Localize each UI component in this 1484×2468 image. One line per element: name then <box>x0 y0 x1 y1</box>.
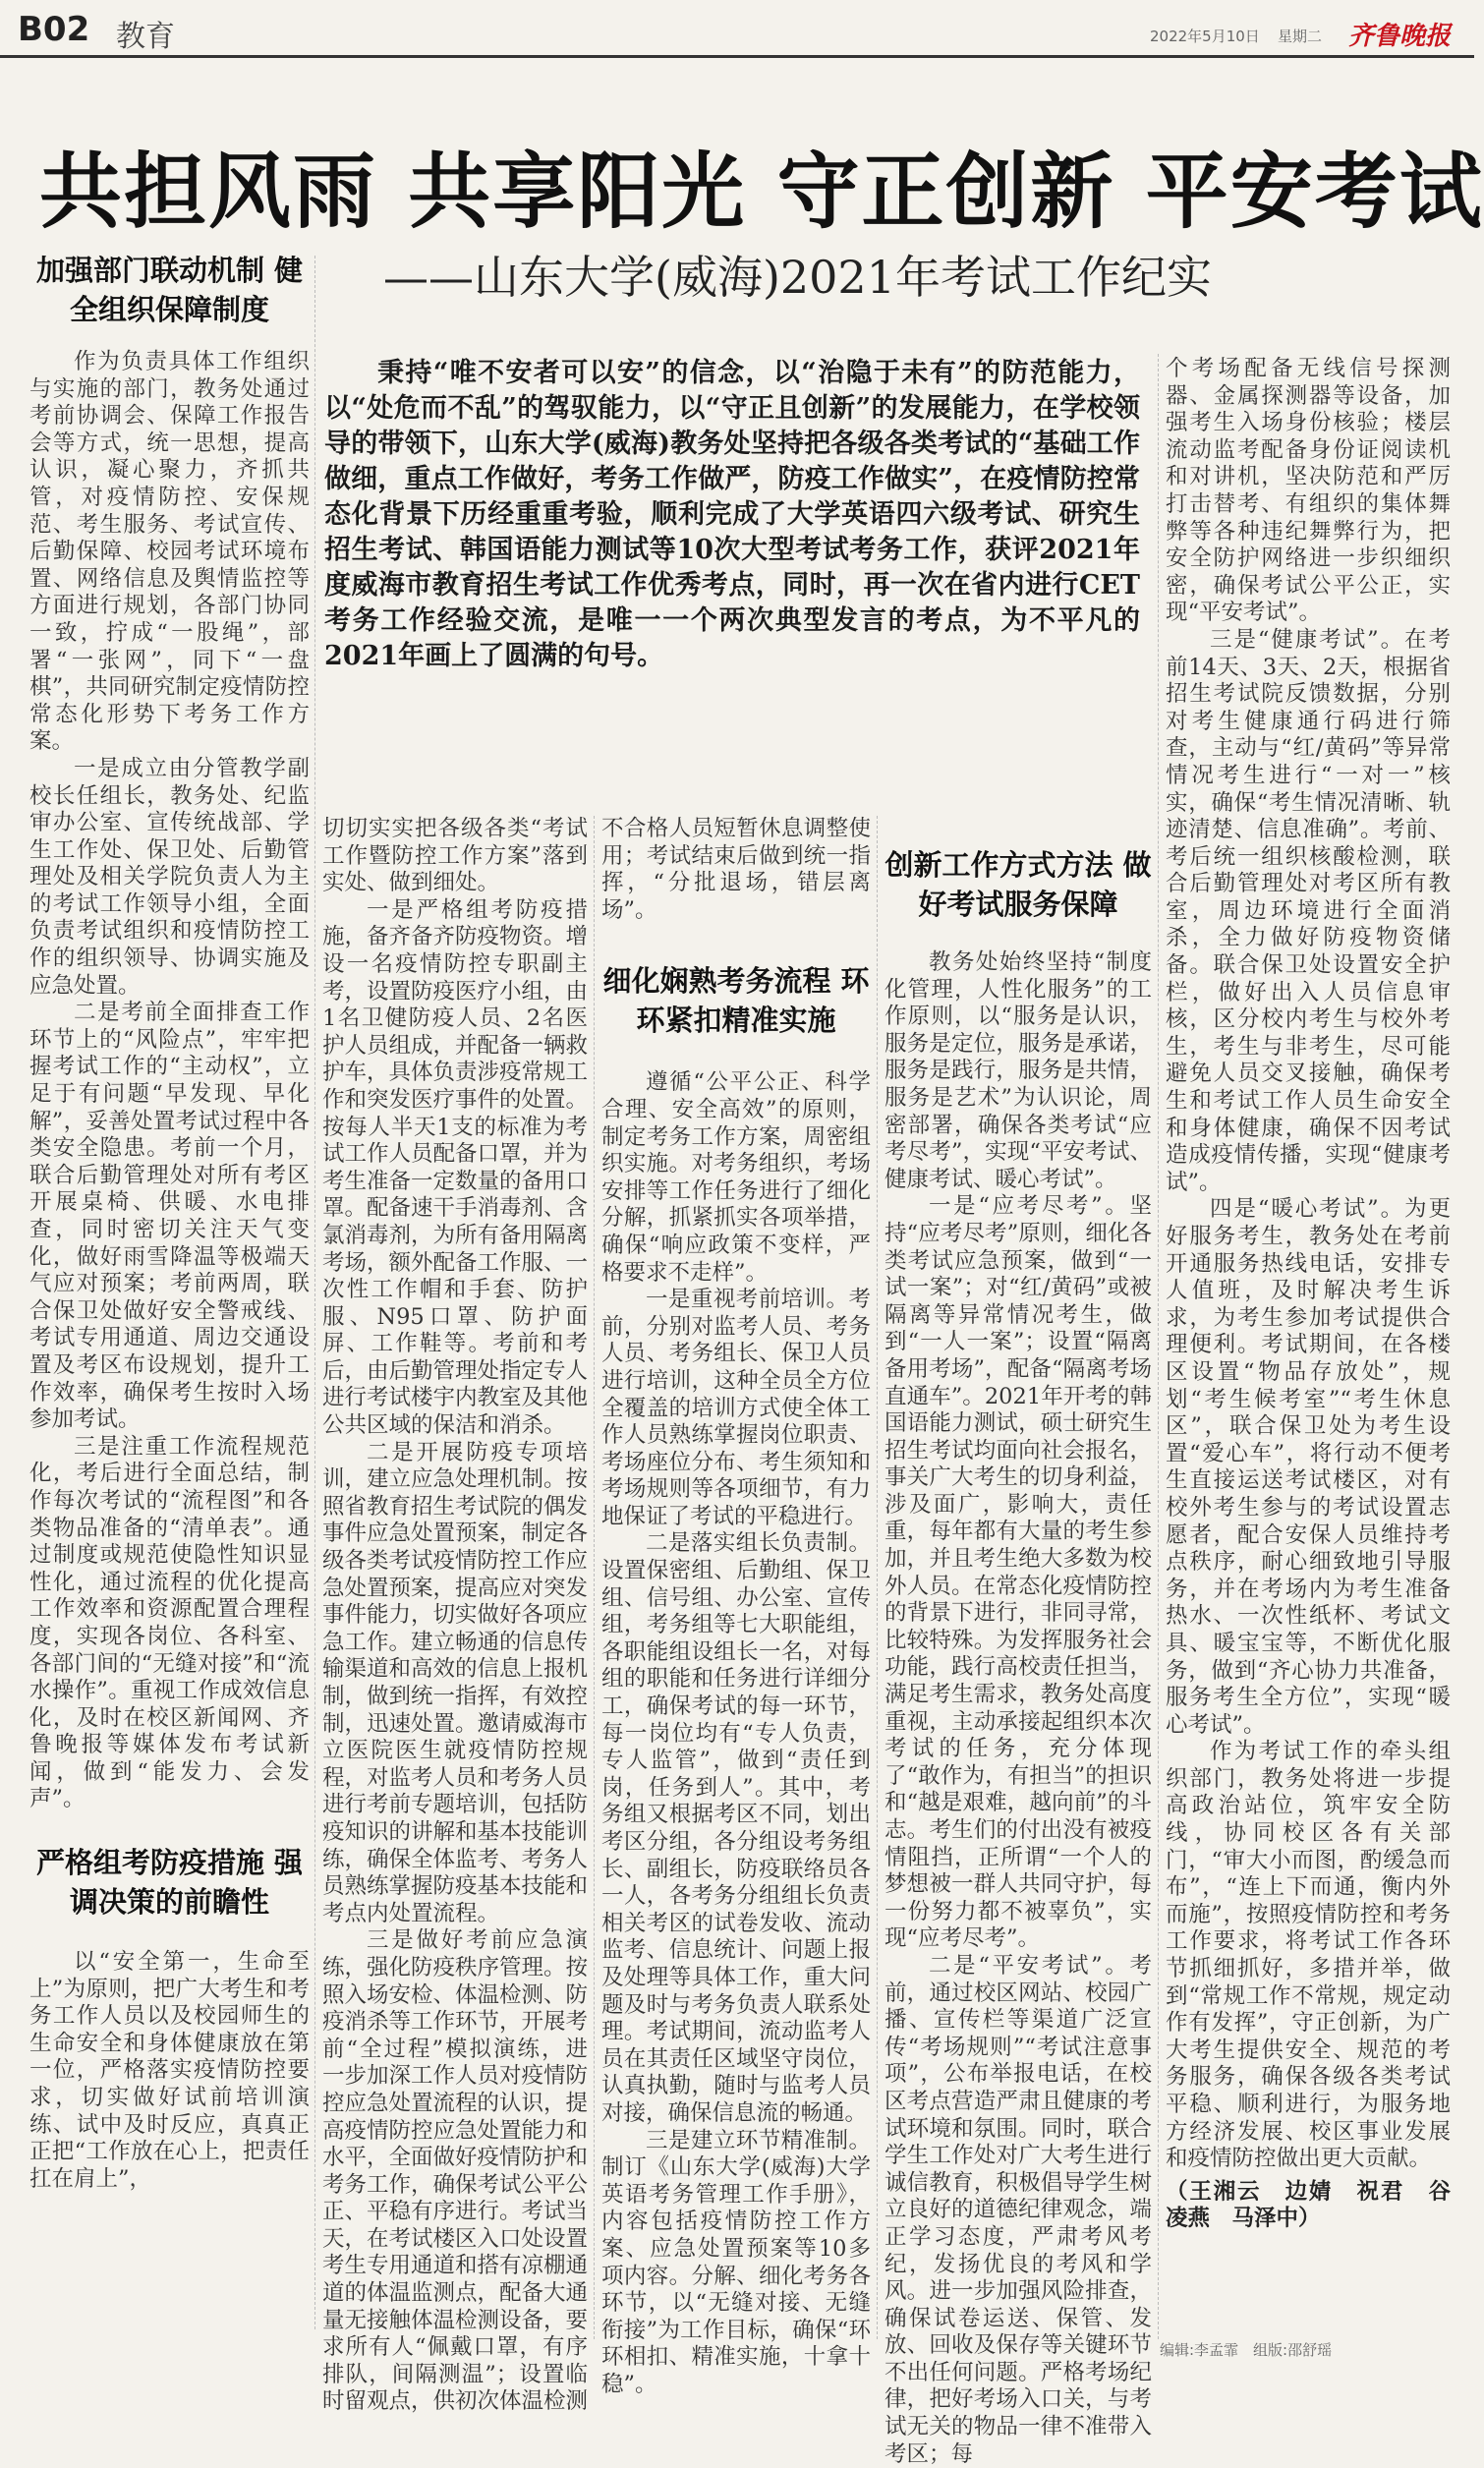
subheadline: ——山东大学(威海)2021年考试工作纪实 <box>383 251 1212 304</box>
column-divider <box>1158 354 1159 2339</box>
column-divider <box>314 256 315 2329</box>
subheading-2: 严格组考防疫措施 强调决策的前瞻性 <box>35 1846 304 1920</box>
paragraph: 切切实实把各级各类“考试工作暨防控工作方案”落到实处、做到细处。 <box>322 816 588 896</box>
page-header <box>0 0 1474 54</box>
paragraph: 一是重视考前培训。考前，分别对监考人员、考务人员、考务组长、保卫人员进行培训，这种全员全方位全覆盖的培训方式使全体工作人员熟练掌握岗位职责、考场座位分布、考生须知和考场规则等各项细节，有力地保证了考试的平稳进行。 <box>601 1287 871 1529</box>
author-byline: （王湘云 边婧 祝君 谷凌燕 马泽中） <box>1166 2178 1451 2232</box>
editor-credits: 编辑:李孟霏 组版:邵舒瑶 <box>1160 2341 1333 2359</box>
paragraph: 一是成立由分管教学副校长任组长，教务处、纪监审办公室、宣传统战部、学生工作处、保卫处、后勤管理处及相关学院负责人为主的考试工作领导小组，全面负责考试组织和疫情防控工作的组织领导、协调实施及应急处置。 <box>29 755 310 999</box>
issue-date: 2022年5月10日 <box>1150 28 1260 45</box>
page-number: B02 <box>18 10 90 49</box>
paragraph: 以“安全第一，生命至上”为原则，把广大考生和考务工作人员以及校园师生的生命安全和身体健康放在第一位，严格落实疫情防控要求，切实做好试前培训演练、试中及时反应，真真正正把“工作放在心上，把责任扛在肩上”， <box>29 1949 310 2192</box>
column-3 <box>601 816 871 2397</box>
issue-weekday: 星期二 <box>1278 28 1323 45</box>
paragraph: 三是注重工作流程规范化，考后进行全面总结，制作每次考试的“流程图”和各类物品准备的“清单表”。通过制度或规范使隐性知识显性化，通过流程的优化提高工作效率和资源配置合理程度，实现各岗位、各科室、各部门间的“无缝对接”和“流水操作”。重视工作成效信息化，及时在校区新闻网、齐鲁晚报等媒体发布考试新闻，做到“能发力、会发声”。 <box>29 1433 310 1812</box>
paragraph: 三是“健康考试”。在考前14天、3天、2天，根据省招生考试院反馈数据，分别对考生健康通行码进行筛查，主动与“红/黄码”等异常情况考生进行“一对一”核实，确保“考生情况清晰、轨迹清楚、信息准确”。考前、考后统一组织核酸检测，联合后勤管理处对考区所有教室，周边环境进行全面消杀，全力做好防疫物资储备。联合保卫处设置安全护栏，做好出入人员信息审核，区分校内考生与校外考生，考生与非考生，尽可能避免人员交叉接触，确保考生和考试工作人员生命安全和身体健康，确保不因考试造成疫情传播，实现“健康考试”。 <box>1166 626 1451 1195</box>
paragraph: 二是开展防疫专项培训，建立应急处理机制。按照省教育招生考试院的偶发事件应急处置预案，制定各级各类考试疫情防控工作应急处置预案，提高应对突发事件能力，切实做好各项应急工作。建立畅通的信息传输渠道和高效的信息上报机制，做到统一指挥，有效控制，迅速处置。邀请威海市立医院医生就疫情防控规程，对监考人员和考务人员进行考前专题培训，包括防疫知识的讲解和基本技能训练，确保全体监考、考务人员熟练掌握防疫基本技能和考点内处置流程。 <box>322 1439 589 1926</box>
column-4 <box>885 845 1152 2467</box>
paragraph: 三是建立环节精准制。制订《山东大学(威海)大学英语考务管理工作手册》，内容包括疫情防控工作方案、应急处置预案等10多项内容。分解、细化考务各环节，以“无缝对接、无缝衔接”为工作目标，确保“环环相扣、精准实施，十拿十稳”。 <box>601 2127 871 2397</box>
paragraph: 作为考试工作的牵头组织部门，教务处将进一步提高政治站位，筑牢安全防线，协同校区各有关部门，“审大小而图，酌缓急而布”，“连上下而通，衡内外而施”，按照疫情防控和考务工作要求，将考试工作各环节抓细抓好，多措并举，做到“常规工作不常规，规定动作有发挥”，守正创新，为广大考生提供安全、规范的考务服务，确保各级各类考试平稳、顺利进行，为服务地方经济发展、校区事业发展和疫情防控做出更大贡献。 <box>1166 1739 1451 2172</box>
paragraph: 二是落实组长负责制。设置保密组、后勤组、保卫组、信号组、办公室、宣传组，考务组等七大职能组，各职能组设组长一名，对每组的职能和任务进行详细分工，确保考试的每一环节，每一岗位均有“专人负责，专人监管”，做到“责任到岗，任务到人”。其中，考务组又根据考区不同，划出考区分组，各分组设考务组长、副组长，防疫联络员各一人，各考务分组组长负责相关考区的试卷发收、流动监考、信息统计、问题上报及处理等具体工作，重大问题及时与考务负责人联系处理。考试期间，流动监考人员在其责任区域坚守岗位，认真执勤，随时与监考人员对接，确保信息流的畅通。 <box>601 1530 871 2126</box>
paragraph: 四是“暖心考试”。为更好服务考生，教务处在考前开通服务热线电话，安排专人值班，及时解决考生诉求，为考生参加考试提供合理便利。考试期间，在各楼区设置“物品存放处”，规划“考生候考室”“考生休息区”，联合保卫处为考生设置“爱心车”，将行动不便考生直接运送考试楼区，对有校外考生参与的考试设置志愿者，配合安保人员维持考点秩序，耐心细致地引导服务，并在考场内为考生准备热水、一次性纸杯、考试文具、暖宝宝等，不断优化服务，做到“齐心协力共准备，服务考生全方位”，实现“暖心考试”。 <box>1166 1196 1451 1738</box>
column-5 <box>1166 356 1451 2331</box>
paragraph: 个考场配备无线信号探测器、金属探测器等设备，加强考生入场身份核验；楼层流动监考配备身份证阅读机和对讲机，坚决防范和严厉打击替考、有组织的集体舞弊等各种违纪舞弊行为，把安全防护网络进一步织细织密，确保考试公平公正，实现“平安考试”。 <box>1166 356 1451 626</box>
headline: 共担风雨 共享阳光 守正创新 平安考试 <box>39 143 1484 240</box>
column-divider <box>594 816 595 2339</box>
paragraph: 一是“应考尽考”。坚持“应考尽考”原则，细化各类考试应急预案，做到“一试一案”；对“红/黄码”或被隔离等异常情况考生，做到“一人一案”；设置“隔离备用考场”，配备“隔离考场直通车”。2021年开考的韩国语能力测试，硕士研究生招生考试均面向社会报名，事关广大考生的切身利益，涉及面广，影响大，责任重，每年都有大量的考生参加，并且考生绝大多数为校外人员。在常态化疫情防控的背景下进行，非同寻常，比较特殊。为发挥服务社会功能，践行高校责任担当，满足考生需求，教务处高度重视，主动承接起组织本次考试的任务，充分体现了“敢作为，有担当”的担识和“越是艰难，越向前”的斗志。考生们的付出没有被疫情阻挡，正所谓“一个人的梦想被一群人共同守护，每一份努力都不被辜负”，实现“应考尽考”。 <box>885 1193 1152 1952</box>
column-2 <box>322 816 589 2415</box>
subheading-1: 加强部门联动机制 健全组织保障制度 <box>35 254 304 326</box>
header-rule <box>0 55 1474 58</box>
paragraph: 一是严格组考防疫措施，备齐备齐防疫物资。增设一名疫情防控专职副主考，设置防疫医疗小组，由1名卫健防疫人员、2名医护人员组成，并配备一辆救护车，具体负责涉疫常规工作和突发医疗事件的处置。按每人半天1支的标准为考试工作人员配备口罩，并为考生准备一定数量的备用口罩。配备速干手消毒剂、含氯消毒剂，为所有备用隔离考场，额外配备工作服、一次性工作帽和手套、防护服、N95口罩、防护面屏、工作鞋等。考前和考后，由后勤管理处指定专人进行考试楼宇内教室及其他公共区域的保洁和消杀。 <box>322 896 589 1439</box>
paragraph: 不合格人员短暂休息调整使用；考试结束后做到统一指挥，“分批退场，错层离场”。 <box>601 816 871 923</box>
paragraph: 遵循“公平公正、科学合理、安全高效”的原则，制定考务工作方案，周密组织实施。对考务组织，考场安排等工作任务进行了细化分解，抓紧抓实各项举措，确保“响应政策不变样，严格要求不走样”。 <box>601 1069 871 1286</box>
paragraph: 二是考前全面排查工作环节上的“风险点”，牢牢把握考试工作的“主动权”，立足于有问题“早发现、早化解”，妥善处置考试过程中各类安全隐患。考前一个月，联合后勤管理处对所有考区开展桌椅、供暖、水电排查，同时密切关注天气变化，做好雨雪降温等极端天气应对预案；考前两周，联合保卫处做好安全警戒线、考试专用通道、周边交通设置及考区布设规划，提升工作效率，确保考生按时入场参加考试。 <box>29 1000 310 1433</box>
section-name: 教育 <box>116 20 175 54</box>
newspaper-logo: 齐鲁晚报 <box>1348 22 1452 51</box>
lead-paragraph: 秉持“唯不安者可以安”的信念，以“治隐于未有”的防范能力，以“处危而不乱”的驾驭能力，以“守正且创新”的发展能力，在学校领导的带领下，山东大学(威海)教务处坚持把各级各类考试的“基础工作做细，重点工作做好，考务工作做严，防疫工作做实”，在疫情防控常态化背景下历经重重考验，顺利完成了大学英语四六级考试、研究生招生考试、韩国语能力测试等10次大型考试考务工作，获评2021年度威海市教育招生考试工作优秀考点，同时，再一次在省内进行CET考务工作经验交流，是唯一一个两次典型发言的考点，为不平凡的2021年画上了圆满的句号。 <box>324 358 1140 671</box>
paragraph: 三是做好考前应急演练，强化防疫秩序管理。按照入场安检、体温检测、防疫消杀等工作环节，开展考前“全过程”模拟演练，进一步加深工作人员对疫情防控应急处置流程的认识，提高疫情防控应急处置能力和水平，全面做好疫情防护和考务工作，确保考试公平公正、平稳有序进行。考试当天，在考试楼区入口处设置考生专用通道和搭有凉棚通道的体温监测点，配备大通量无接触体温检测设备，要求所有人“佩戴口罩，有序排队，间隔测温”；设置临时留观点，供初次体温检测 <box>322 1927 589 2415</box>
subheading-3: 细化娴熟考务流程 环环紧扣精准实施 <box>602 964 870 1038</box>
column-divider <box>877 816 878 2339</box>
paragraph: 作为负责具体工作组织与实施的部门，教务处通过考前协调会、保障工作报告会等方式，统一思想，提高认识，凝心聚力，齐抓共管，对疫情防控、安保规范、考生服务、考试宣传、后勤保障、校园考试环境布置、网络信息及舆情监控等方面进行规划，各部门协同一致，拧成“一股绳”，部署“一张网”，同下“一盘棋”，共同研究制定疫情防控常态化形势下考务工作方案。 <box>29 349 310 755</box>
column-1 <box>29 251 310 2334</box>
subheading-4: 创新工作方式方法 做好考试服务保障 <box>885 848 1152 921</box>
paragraph: 教务处始终坚持“制度化管理，人性化服务”的工作原则，以“服务是认识，服务是定位，服务是承诺，服务是践行，服务是共情，服务是艺术”为认识论，周密部署，确保各类考试“应考尽考”，实现“平安考试、健康考试、暖心考试”。 <box>885 949 1152 1192</box>
paragraph: 二是“平安考试”。考前，通过校区网站、校园广播、宣传栏等渠道广泛宣传“考场规则”“考试注意事项”，公布举报电话，在校区考点营造严肃且健康的考试环境和氛围。同时，联合学生工作处对广大考生进行诚信教育，积极倡导学生树立良好的道德纪律观念，端正学习态度，严肃考风考纪，发扬优良的考风和学风。进一步加强风险排查，确保试卷运送、保管、发放、回收及保存等关键环节不出任何问题。严格考场纪律，把好考场入口关，与考试无关的物品一律不准带入考区；每 <box>885 1952 1152 2467</box>
